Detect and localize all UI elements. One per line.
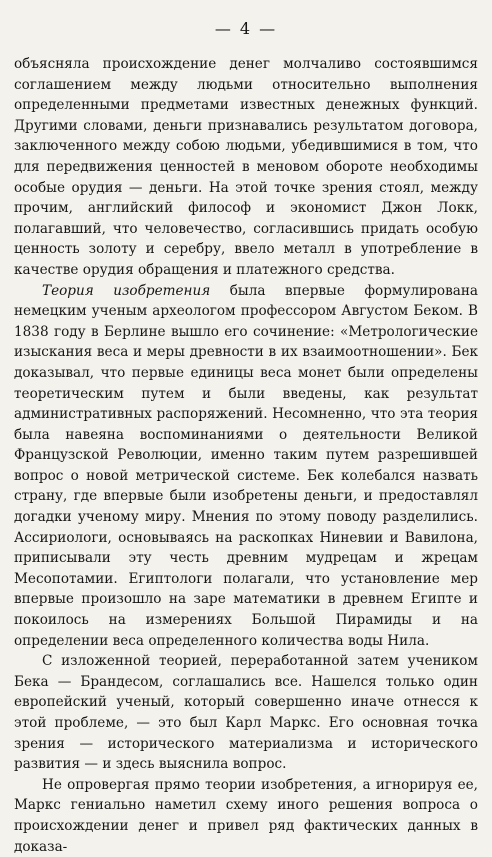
- paragraph-text: была впервые формулирована немецким ученым археологом профессором Августом Беком. В 1838 году в Берлине вышло его сочинение: «Метрологические изыскания веса и меры древности в их взаимоотношении». Бек доказывал, что первые единицы веса монет были определены теоретическим путем и были введены, как результат административных распоряжений. Несомненно, что эта теория была навеяна воспоминаниями о деятельности Великой Французской Революции, именно таким путем разрешившей вопрос о новой метрической системе. Бек колебался назвать страну, где впервые были изобретены деньги, и предоставлял догадки ученому миру. Мнения по этому поводу разделились. Ассириологи, основываясь на раскопках Ниневии и Вавилона, приписывали эту честь древним мудрецам и жрецам Месопотамии. Египтологи полагали, что установление мер впервые произошло на заре математики в древнем Египте и покоилось на измерениях Большой Пирамиды и на определении веса определенного количества воды Нила.: [14, 282, 478, 649]
- body-text: [14, 54, 478, 857]
- paragraph: [14, 281, 478, 652]
- emphasized-term: Теория изобретения: [42, 282, 211, 299]
- paragraph: объясняла происхождение денег молчаливо состоявшимся соглашением между людьми относительно выполнения определенными предметами известных денежных функций. Другими словами, деньги признавались результатом договора, заключенного между собою людьми, убедившимися в том, что для передвижения ценностей в меновом обороте необходимы особые орудия — деньги. На этой точке зрения стоял, между прочим, английский философ и экономист Джон Локк, полагавший, что человечество, согласившись придать особую ценность золоту и серебру, ввело металл в употребление в качестве орудия обращения и платежного средства.: [14, 56, 478, 278]
- paragraph: Не опровергая прямо теории изобретения, а игнорируя ее, Маркс гениально наметил схему иного решения вопроса о происхождении денег и привел ряд фактических данных в доказа-: [14, 776, 478, 855]
- page-number: — 4 —: [214, 19, 278, 38]
- paragraph: С изложенной теорией, переработанной затем учеником Бека — Брандесом, соглашались все. Нашелся только один европейский ученый, который совершенно иначе отнесся к этой проблеме, — это был Карл Маркс. Его основная точка зрения — исторического материализма и исторического развития — и здесь выяснила вопрос.: [14, 653, 478, 773]
